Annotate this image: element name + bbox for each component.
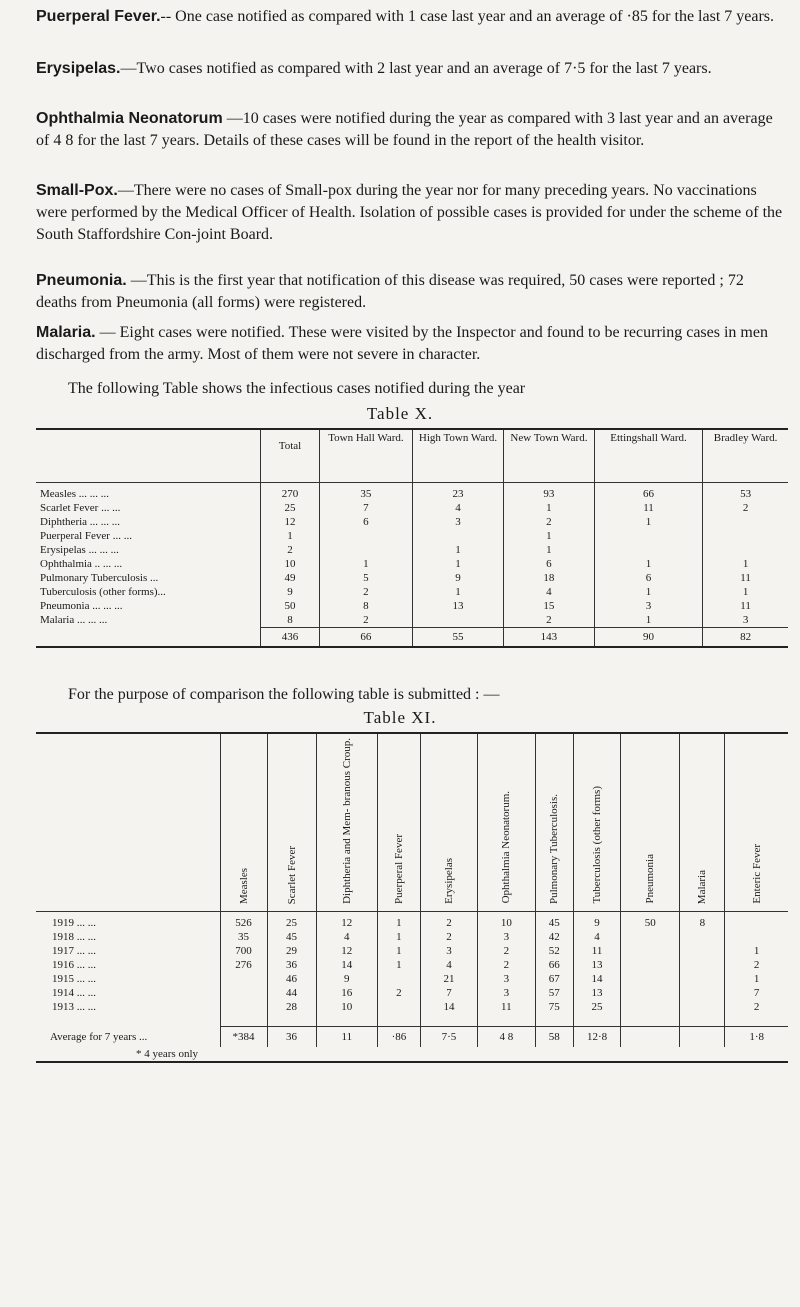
table-xi-header-label: Enteric Fever <box>750 844 763 904</box>
table-cell: 1 <box>703 585 788 599</box>
table-cell: 6 <box>594 571 702 585</box>
table-row <box>36 599 788 613</box>
table-cell: 36 <box>267 958 316 972</box>
average-row <box>36 1026 788 1047</box>
table-xi <box>36 732 788 1063</box>
table-cell: 2 <box>420 911 477 930</box>
table-xi-header-label: Puerperal Fever <box>392 833 405 904</box>
table-cell: 9 <box>316 972 378 986</box>
row-label: Malaria ... ... ... <box>40 614 108 627</box>
total-cell: 66 <box>319 628 412 648</box>
year-label: 1919 ... ... <box>52 916 96 929</box>
ophthalmia-heading: Ophthalmia Neonatorum <box>36 110 223 127</box>
table-xi-header-label: Tuberculosis (other forms) <box>591 786 604 904</box>
table-cell: 57 <box>535 986 574 1000</box>
table-cell: 67 <box>535 972 574 986</box>
table-cell: 45 <box>267 930 316 944</box>
table-cell: 25 <box>267 911 316 930</box>
table-cell: 4 <box>574 930 621 944</box>
table-cell <box>413 613 504 628</box>
table-cell: 270 <box>261 483 320 502</box>
table-cell: 2 <box>478 944 535 958</box>
table-cell: 526 <box>220 911 267 930</box>
table-cell: 5 <box>319 571 412 585</box>
table-xi-header <box>535 733 574 911</box>
table-x-header-row <box>36 429 788 483</box>
table-cell <box>319 529 412 543</box>
table-xi-header-label: Scarlet Fever <box>285 845 298 904</box>
total-cell: 55 <box>413 628 504 648</box>
smallpox-heading: Small-Pox. <box>36 182 118 199</box>
table-x-header <box>36 429 261 483</box>
table-cell: 11 <box>703 571 788 585</box>
year-label: 1917 ... ... <box>52 944 96 957</box>
pneumonia-text: —This is the first year that notification of this disease was required, 50 cases were reported ; 72 deaths from Pneumonia (all forms) were registered. <box>36 272 744 311</box>
table-cell: 3 <box>478 972 535 986</box>
table-cell: 12 <box>316 911 378 930</box>
pneumonia-heading: Pneumonia. <box>36 272 127 289</box>
table-cell: 1 <box>703 557 788 571</box>
table-cell: 4 <box>316 930 378 944</box>
table-cell: 1 <box>319 557 412 571</box>
table-row <box>36 958 788 972</box>
table-cell: 8 <box>319 599 412 613</box>
table-cell: 6 <box>503 557 594 571</box>
smallpox-text: —There were no cases of Small-pox during the year nor for many preceding years. No vaccinations were performed by the Medical Officer of Health. Isolation of possible cases is provided for under the scheme of the South Staffordshire Con-joint Board. <box>36 182 783 243</box>
table-cell: 3 <box>594 599 702 613</box>
table-cell: 14 <box>420 1000 477 1014</box>
table-cell: 1 <box>413 585 504 599</box>
spacer-cell <box>478 1014 535 1027</box>
table-cell: 52 <box>535 944 574 958</box>
table-x <box>36 428 788 648</box>
table-cell: 15 <box>503 599 594 613</box>
row-label: Pneumonia ... ... ... <box>40 600 123 612</box>
average-label: Average for 7 years ... <box>50 1030 148 1043</box>
year-label: 1918 ... ... <box>52 930 96 943</box>
table-row <box>36 483 788 502</box>
table-cell <box>594 543 702 557</box>
table-xi-header <box>725 733 788 911</box>
table-row <box>36 501 788 515</box>
table-cell: 2 <box>725 958 788 972</box>
table-cell: 4 <box>420 958 477 972</box>
table-cell: 700 <box>220 944 267 958</box>
table-cell <box>220 986 267 1000</box>
table-cell: 18 <box>503 571 594 585</box>
table-cell <box>621 944 680 958</box>
table-cell: 276 <box>220 958 267 972</box>
table-cell: 29 <box>267 944 316 958</box>
table-cell: 2 <box>261 543 320 557</box>
table-x-header: Town Hall Ward. <box>319 429 412 483</box>
average-cell: 7·5 <box>420 1026 477 1047</box>
table-xi-header-label: Ophthalmia Neonatorum. <box>500 791 513 904</box>
table-cell <box>319 543 412 557</box>
table-cell: 2 <box>703 501 788 515</box>
table-xi-header-label: Pneumonia <box>644 854 657 904</box>
table-cell: 35 <box>220 930 267 944</box>
spacer-cell <box>316 1014 378 1027</box>
average-cell: ·86 <box>378 1026 421 1047</box>
table-row <box>36 911 788 930</box>
table-xi-header <box>621 733 680 911</box>
erysipelas-paragraph <box>36 58 784 80</box>
table-cell: 14 <box>574 972 621 986</box>
table-cell: 1 <box>413 543 504 557</box>
table-row <box>36 543 788 557</box>
puerperal-text: -- One case notified as compared with 1 case last year and an average of ·85 for the last 7 years. <box>160 8 775 25</box>
table-xi-body <box>36 911 788 1062</box>
table-cell: 11 <box>478 1000 535 1014</box>
table-xi-header-label: Measles <box>237 867 250 904</box>
table-cell: 1 <box>503 529 594 543</box>
table-x-header: Total <box>261 429 320 483</box>
row-label: Ophthalmia .. ... ... <box>40 558 123 570</box>
table-cell: 13 <box>413 599 504 613</box>
table-cell: 10 <box>316 1000 378 1014</box>
table-cell <box>621 1000 680 1014</box>
table-cell: 1 <box>725 972 788 986</box>
year-label: 1916 ... ... <box>52 958 96 971</box>
spacer-row <box>36 1014 788 1027</box>
table-xi-header-row <box>36 733 788 911</box>
table-row <box>36 1000 788 1014</box>
table-cell: 2 <box>478 958 535 972</box>
table-cell: 11 <box>703 599 788 613</box>
ophthalmia-paragraph <box>36 108 784 152</box>
table-cell: 44 <box>267 986 316 1000</box>
table-cell: 2 <box>503 613 594 628</box>
table-cell <box>680 944 725 958</box>
table-cell: 1 <box>261 529 320 543</box>
table-cell <box>680 930 725 944</box>
table-cell: 7 <box>319 501 412 515</box>
spacer-cell <box>574 1014 621 1027</box>
spacer-cell <box>535 1014 574 1027</box>
table-cell: 2 <box>378 986 421 1000</box>
table-xi-header <box>378 733 421 911</box>
smallpox-paragraph <box>36 180 784 246</box>
table-cell: 16 <box>316 986 378 1000</box>
table-xi-header-label: Malaria <box>696 869 709 904</box>
table-cell: 1 <box>378 930 421 944</box>
average-cell: 1·8 <box>725 1026 788 1047</box>
table-cell: 11 <box>574 944 621 958</box>
table-cell: 1 <box>378 944 421 958</box>
puerperal-paragraph <box>36 6 784 28</box>
total-cell: 90 <box>594 628 702 648</box>
table-row <box>36 972 788 986</box>
table-cell <box>703 543 788 557</box>
table-xi-intro: For the purpose of comparison the following table is submitted : — <box>68 686 500 703</box>
table-row <box>36 944 788 958</box>
table-cell: 1 <box>594 557 702 571</box>
table-cell: 14 <box>316 958 378 972</box>
table-cell: 6 <box>319 515 412 529</box>
table-cell: 66 <box>594 483 702 502</box>
table-row <box>36 930 788 944</box>
table-cell <box>680 986 725 1000</box>
table-cell: 8 <box>680 911 725 930</box>
table-cell: 3 <box>420 944 477 958</box>
table-xi-header <box>220 733 267 911</box>
table-x-body <box>36 483 788 648</box>
table-xi-header <box>574 733 621 911</box>
table-cell <box>621 972 680 986</box>
row-label: Scarlet Fever ... ... <box>40 502 121 514</box>
table-cell: 42 <box>535 930 574 944</box>
table-xi-caption: Table XI. <box>363 708 437 727</box>
table-cell: 9 <box>574 911 621 930</box>
table-row <box>36 529 788 543</box>
table-xi-header-label: Pulmonary Tuberculosis. <box>548 793 561 904</box>
table-cell <box>680 1000 725 1014</box>
row-label: Tuberculosis (other forms)... <box>40 586 166 598</box>
table-cell: 23 <box>413 483 504 502</box>
table-cell <box>378 972 421 986</box>
average-cell: 4 8 <box>478 1026 535 1047</box>
table-cell: 25 <box>574 1000 621 1014</box>
table-row <box>36 557 788 571</box>
table-cell: 2 <box>420 930 477 944</box>
totals-row <box>36 628 788 648</box>
table-cell: 9 <box>261 585 320 599</box>
table-xi-header <box>420 733 477 911</box>
table-cell: 3 <box>703 613 788 628</box>
row-label: Erysipelas ... ... ... <box>40 544 119 556</box>
table-cell: 7 <box>725 986 788 1000</box>
year-label: 1914 ... ... <box>52 986 96 999</box>
total-cell: 82 <box>703 628 788 648</box>
table-cell: 35 <box>319 483 412 502</box>
table-cell: 1 <box>594 585 702 599</box>
average-cell <box>621 1026 680 1047</box>
table-cell: 1 <box>503 501 594 515</box>
table-cell <box>680 958 725 972</box>
table-cell: 2 <box>725 1000 788 1014</box>
table-cell: 4 <box>503 585 594 599</box>
table-row <box>36 571 788 585</box>
spacer-cell <box>680 1014 725 1027</box>
row-label: Pulmonary Tuberculosis ... <box>40 572 159 584</box>
erysipelas-text: —Two cases notified as compared with 2 last year and an average of 7·5 for the last 7 years. <box>120 60 712 77</box>
table-cell: 25 <box>261 501 320 515</box>
table-xi-header <box>680 733 725 911</box>
table-xi-header-label: Diphtheria and Mem- branous Croup. <box>340 738 353 904</box>
year-label: 1915 ... ... <box>52 972 96 985</box>
table-cell: 50 <box>261 599 320 613</box>
spacer-cell <box>420 1014 477 1027</box>
table-cell <box>725 930 788 944</box>
average-cell: 12·8 <box>574 1026 621 1047</box>
average-cell: *384 <box>220 1026 267 1047</box>
table-cell <box>621 986 680 1000</box>
table-cell: 53 <box>703 483 788 502</box>
puerperal-heading: Puerperal Fever. <box>36 8 161 25</box>
average-cell <box>680 1026 725 1047</box>
table-cell: 2 <box>319 613 412 628</box>
table-cell: 1 <box>378 911 421 930</box>
table-cell <box>703 515 788 529</box>
table-cell: 13 <box>574 986 621 1000</box>
table-row <box>36 986 788 1000</box>
table-cell <box>220 1000 267 1014</box>
table-cell: 2 <box>503 515 594 529</box>
total-cell <box>36 628 261 648</box>
table-cell <box>621 930 680 944</box>
ophthalmia-text: —10 cases were notified during the year as compared with 3 last year and an average of 4 8 for the last 7 years. Details of these cases will be found in the report of the health visitor. <box>36 110 773 149</box>
table-xi-header <box>267 733 316 911</box>
table-cell: 1 <box>413 557 504 571</box>
row-label: Diphtheria ... ... ... <box>40 516 121 528</box>
table-cell: 3 <box>413 515 504 529</box>
table-xi-header-label: Erysipelas <box>442 858 455 904</box>
table-row <box>36 613 788 628</box>
table-cell: 12 <box>261 515 320 529</box>
table-cell: 11 <box>594 501 702 515</box>
table-x-header: Bradley Ward. <box>703 429 788 483</box>
table-cell: 50 <box>621 911 680 930</box>
table-cell <box>703 529 788 543</box>
average-cell: 36 <box>267 1026 316 1047</box>
table-cell: 9 <box>413 571 504 585</box>
table-cell: 3 <box>478 930 535 944</box>
erysipelas-heading: Erysipelas. <box>36 60 121 77</box>
table-cell: 1 <box>725 944 788 958</box>
table-x-header: New Town Ward. <box>503 429 594 483</box>
malaria-heading: Malaria. <box>36 324 96 341</box>
table-xi-header <box>36 733 220 911</box>
table-cell: 12 <box>316 944 378 958</box>
table-cell: 1 <box>594 515 702 529</box>
table-cell: 13 <box>574 958 621 972</box>
table-cell: 66 <box>535 958 574 972</box>
spacer-cell <box>725 1014 788 1027</box>
table-cell: 28 <box>267 1000 316 1014</box>
table-cell: 2 <box>319 585 412 599</box>
table-cell: 49 <box>261 571 320 585</box>
table-cell <box>378 1000 421 1014</box>
table-x-intro: The following Table shows the infectious cases notified during the year <box>68 380 526 397</box>
table-cell: 21 <box>420 972 477 986</box>
table-cell: 1 <box>378 958 421 972</box>
table-row <box>36 515 788 529</box>
table-cell: 46 <box>267 972 316 986</box>
footnote-row <box>36 1047 788 1062</box>
row-label: Measles ... ... ... <box>40 488 110 500</box>
table-cell: 8 <box>261 613 320 628</box>
table-cell: 10 <box>261 557 320 571</box>
row-label: Puerperal Fever ... ... <box>40 530 132 542</box>
table-cell: 7 <box>420 986 477 1000</box>
footnote: * 4 years only <box>136 1047 199 1060</box>
table-xi-header <box>316 733 378 911</box>
spacer-cell <box>36 1014 220 1027</box>
malaria-paragraph <box>36 322 784 366</box>
table-x-header: High Town Ward. <box>413 429 504 483</box>
average-cell: 11 <box>316 1026 378 1047</box>
table-cell: 1 <box>503 543 594 557</box>
total-cell: 436 <box>261 628 320 648</box>
table-xi-header <box>478 733 535 911</box>
table-cell: 75 <box>535 1000 574 1014</box>
malaria-text: — Eight cases were notified. These were visited by the Inspector and found to be recurring cases in men discharged from the army. Most of them were not severe in character. <box>36 324 768 363</box>
table-cell: 93 <box>503 483 594 502</box>
table-cell <box>621 958 680 972</box>
spacer-cell <box>267 1014 316 1027</box>
table-cell <box>413 529 504 543</box>
table-row <box>36 585 788 599</box>
average-cell: 58 <box>535 1026 574 1047</box>
table-cell: 10 <box>478 911 535 930</box>
table-x-caption: Table X. <box>366 404 434 423</box>
spacer-cell <box>378 1014 421 1027</box>
table-cell <box>725 911 788 930</box>
table-cell <box>594 529 702 543</box>
year-label: 1913 ... ... <box>52 1000 96 1013</box>
spacer-cell <box>621 1014 680 1027</box>
total-cell: 143 <box>503 628 594 648</box>
table-cell: 45 <box>535 911 574 930</box>
table-cell: 4 <box>413 501 504 515</box>
table-cell: 3 <box>478 986 535 1000</box>
pneumonia-paragraph <box>36 270 784 314</box>
table-x-header: Ettingshall Ward. <box>594 429 702 483</box>
table-cell <box>220 972 267 986</box>
table-cell: 1 <box>594 613 702 628</box>
spacer-cell <box>220 1014 267 1027</box>
table-cell <box>680 972 725 986</box>
